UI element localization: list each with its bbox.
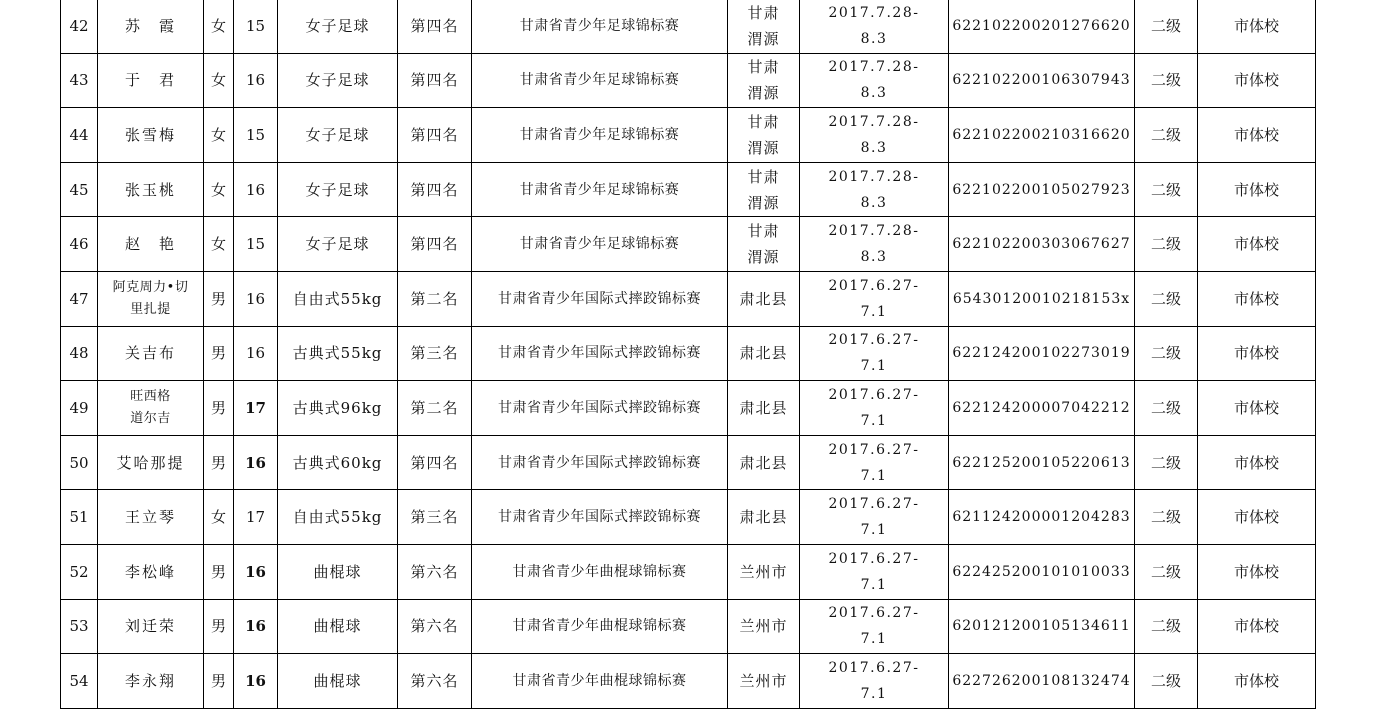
id-number: 622125200105220613 bbox=[949, 435, 1135, 490]
row-number: 49 bbox=[61, 381, 98, 436]
athlete-table bbox=[60, 0, 1316, 709]
athlete-name bbox=[98, 490, 204, 545]
row-number: 50 bbox=[61, 435, 98, 490]
table-row bbox=[61, 53, 1316, 108]
competition-place bbox=[728, 381, 800, 436]
athlete-name bbox=[98, 0, 204, 53]
id-number: 622102200303067627 bbox=[949, 217, 1135, 272]
ranking: 第四名 bbox=[398, 0, 472, 53]
gender: 女 bbox=[204, 108, 234, 163]
athlete-name bbox=[98, 162, 204, 217]
unit: 市体校 bbox=[1198, 0, 1316, 53]
table-row bbox=[61, 217, 1316, 272]
id-number: 622102200210316620 bbox=[949, 108, 1135, 163]
athlete-level: 二级 bbox=[1135, 0, 1198, 53]
athlete-level: 二级 bbox=[1135, 381, 1198, 436]
ranking: 第六名 bbox=[398, 599, 472, 654]
gender: 男 bbox=[204, 654, 234, 709]
athlete-name bbox=[98, 654, 204, 709]
gender: 女 bbox=[204, 490, 234, 545]
unit: 市体校 bbox=[1198, 654, 1316, 709]
athlete-level: 二级 bbox=[1135, 326, 1198, 381]
row-number: 52 bbox=[61, 544, 98, 599]
athlete-name-line: 王立琴 bbox=[124, 508, 176, 527]
competition-date-line: 8.3 bbox=[860, 30, 888, 47]
competition-place-line: 兰州市 bbox=[739, 562, 788, 581]
table-row bbox=[61, 435, 1316, 490]
competition-name: 甘肃省青少年足球锦标赛 bbox=[472, 162, 728, 217]
athlete-level: 二级 bbox=[1135, 53, 1198, 108]
competition-place bbox=[728, 490, 800, 545]
competition-date-line: 7.1 bbox=[860, 631, 888, 648]
gender: 男 bbox=[204, 271, 234, 326]
competition-date-line: 2017.7.28- bbox=[828, 113, 920, 130]
competition-name: 甘肃省青少年足球锦标赛 bbox=[472, 108, 728, 163]
sport-event: 女子足球 bbox=[278, 53, 398, 108]
competition-date-line: 7.1 bbox=[860, 685, 888, 702]
id-number: 622102200105027923 bbox=[949, 162, 1135, 217]
athlete-name bbox=[98, 381, 204, 436]
age: 16 bbox=[234, 544, 278, 599]
athlete-name bbox=[98, 53, 204, 108]
competition-date bbox=[800, 599, 949, 654]
athlete-name-line: 刘迁荣 bbox=[124, 617, 176, 636]
athlete-level: 二级 bbox=[1135, 490, 1198, 545]
unit: 市体校 bbox=[1198, 544, 1316, 599]
competition-date-line: 8.3 bbox=[860, 85, 888, 102]
competition-name: 甘肃省青少年国际式摔跤锦标赛 bbox=[472, 435, 728, 490]
gender: 女 bbox=[204, 53, 234, 108]
gender: 男 bbox=[204, 599, 234, 654]
athlete-name-line: 苏 霞 bbox=[124, 16, 176, 35]
competition-name: 甘肃省青少年曲棍球锦标赛 bbox=[472, 544, 728, 599]
competition-date-line: 2017.6.27- bbox=[828, 659, 920, 676]
athlete-name bbox=[98, 217, 204, 272]
competition-place-line: 兰州市 bbox=[739, 617, 788, 636]
gender: 女 bbox=[204, 162, 234, 217]
competition-name: 甘肃省青少年足球锦标赛 bbox=[472, 217, 728, 272]
unit: 市体校 bbox=[1198, 53, 1316, 108]
athlete-name-line: 于 君 bbox=[124, 71, 176, 90]
competition-date bbox=[800, 435, 949, 490]
row-number: 47 bbox=[61, 271, 98, 326]
competition-place bbox=[728, 435, 800, 490]
age: 15 bbox=[234, 108, 278, 163]
athlete-name-line: 阿克周力•切 bbox=[112, 279, 189, 295]
competition-date-line: 2017.6.27- bbox=[828, 550, 920, 567]
age: 15 bbox=[234, 0, 278, 53]
competition-date-line: 2017.7.28- bbox=[828, 223, 920, 240]
row-number: 48 bbox=[61, 326, 98, 381]
competition-date-line: 2017.6.27- bbox=[828, 441, 920, 458]
id-number: 622102200106307943 bbox=[949, 53, 1135, 108]
row-number: 42 bbox=[61, 0, 98, 53]
gender: 男 bbox=[204, 381, 234, 436]
row-number: 51 bbox=[61, 490, 98, 545]
id-number: 622425200101010033 bbox=[949, 544, 1135, 599]
competition-date-line: 2017.6.27- bbox=[828, 605, 920, 622]
competition-name: 甘肃省青少年国际式摔跤锦标赛 bbox=[472, 381, 728, 436]
ranking: 第六名 bbox=[398, 544, 472, 599]
age: 16 bbox=[234, 326, 278, 381]
competition-place bbox=[728, 326, 800, 381]
competition-name: 甘肃省青少年国际式摔跤锦标赛 bbox=[472, 490, 728, 545]
table-row bbox=[61, 544, 1316, 599]
competition-date-line: 7.1 bbox=[860, 358, 888, 375]
competition-place bbox=[728, 544, 800, 599]
id-number: 65430120010218153x bbox=[949, 271, 1135, 326]
competition-date-line: 2017.6.27- bbox=[828, 386, 920, 403]
athlete-name bbox=[98, 599, 204, 654]
age: 17 bbox=[234, 490, 278, 545]
competition-date-line: 7.1 bbox=[860, 303, 888, 320]
competition-date bbox=[800, 108, 949, 163]
competition-date-line: 7.1 bbox=[860, 576, 888, 593]
ranking: 第三名 bbox=[398, 326, 472, 381]
competition-date bbox=[800, 162, 949, 217]
athlete-name bbox=[98, 326, 204, 381]
athlete-name-line: 旺西格 bbox=[130, 388, 171, 404]
competition-date-line: 8.3 bbox=[860, 194, 888, 211]
competition-date-line: 7.1 bbox=[860, 522, 888, 539]
competition-date-line: 2017.7.28- bbox=[828, 168, 920, 185]
table-row bbox=[61, 654, 1316, 709]
competition-date-line: 2017.6.27- bbox=[828, 332, 920, 349]
sport-event: 古典式96kg bbox=[278, 381, 398, 436]
competition-place-line: 甘肃 bbox=[747, 58, 780, 77]
athlete-level: 二级 bbox=[1135, 217, 1198, 272]
athlete-name-line: 道尔吉 bbox=[130, 410, 171, 426]
competition-place bbox=[728, 271, 800, 326]
athlete-name-line: 李松峰 bbox=[124, 562, 176, 581]
unit: 市体校 bbox=[1198, 271, 1316, 326]
competition-date-line: 7.1 bbox=[860, 412, 888, 429]
competition-place-line: 肃北县 bbox=[739, 453, 788, 472]
row-number: 46 bbox=[61, 217, 98, 272]
competition-date bbox=[800, 544, 949, 599]
competition-date bbox=[800, 53, 949, 108]
unit: 市体校 bbox=[1198, 162, 1316, 217]
unit: 市体校 bbox=[1198, 381, 1316, 436]
athlete-level: 二级 bbox=[1135, 108, 1198, 163]
competition-place-line: 甘肃 bbox=[747, 167, 780, 186]
sport-event: 自由式55kg bbox=[278, 490, 398, 545]
id-number: 622124200007042212 bbox=[949, 381, 1135, 436]
competition-date bbox=[800, 0, 949, 53]
sport-event: 自由式55kg bbox=[278, 271, 398, 326]
athlete-name bbox=[98, 544, 204, 599]
competition-date-line: 8.3 bbox=[860, 139, 888, 156]
id-number: 622124200102273019 bbox=[949, 326, 1135, 381]
table-row bbox=[61, 108, 1316, 163]
table-row bbox=[61, 326, 1316, 381]
sport-event: 女子足球 bbox=[278, 0, 398, 53]
competition-date-line: 7.1 bbox=[860, 467, 888, 484]
competition-date bbox=[800, 326, 949, 381]
competition-name: 甘肃省青少年国际式摔跤锦标赛 bbox=[472, 271, 728, 326]
age: 16 bbox=[234, 599, 278, 654]
competition-date bbox=[800, 381, 949, 436]
age: 16 bbox=[234, 271, 278, 326]
sport-event: 古典式55kg bbox=[278, 326, 398, 381]
gender: 男 bbox=[204, 326, 234, 381]
id-number: 621124200001204283 bbox=[949, 490, 1135, 545]
ranking: 第四名 bbox=[398, 435, 472, 490]
athlete-name-line: 艾哈那提 bbox=[116, 453, 185, 472]
sport-event: 古典式60kg bbox=[278, 435, 398, 490]
ranking: 第四名 bbox=[398, 217, 472, 272]
sport-event: 曲棍球 bbox=[278, 654, 398, 709]
ranking: 第四名 bbox=[398, 108, 472, 163]
competition-date-line: 2017.6.27- bbox=[828, 496, 920, 513]
sport-event: 曲棍球 bbox=[278, 599, 398, 654]
competition-place-line: 甘肃 bbox=[747, 112, 780, 131]
competition-place bbox=[728, 217, 800, 272]
ranking: 第二名 bbox=[398, 271, 472, 326]
age: 15 bbox=[234, 217, 278, 272]
competition-name: 甘肃省青少年曲棍球锦标赛 bbox=[472, 599, 728, 654]
athlete-level: 二级 bbox=[1135, 599, 1198, 654]
competition-place-line: 渭源 bbox=[747, 248, 780, 267]
competition-date-line: 2017.6.27- bbox=[828, 277, 920, 294]
competition-place-line: 甘肃 bbox=[747, 3, 780, 22]
sport-event: 女子足球 bbox=[278, 217, 398, 272]
unit: 市体校 bbox=[1198, 326, 1316, 381]
athlete-name-line: 赵 艳 bbox=[124, 235, 176, 254]
competition-place-line: 肃北县 bbox=[739, 289, 788, 308]
unit: 市体校 bbox=[1198, 435, 1316, 490]
age: 16 bbox=[234, 53, 278, 108]
competition-place bbox=[728, 0, 800, 53]
ranking: 第四名 bbox=[398, 162, 472, 217]
athlete-name-line: 里扎提 bbox=[130, 301, 171, 317]
competition-date bbox=[800, 217, 949, 272]
competition-place-line: 兰州市 bbox=[739, 671, 788, 690]
sport-event: 女子足球 bbox=[278, 108, 398, 163]
competition-place bbox=[728, 108, 800, 163]
competition-place-line: 渭源 bbox=[747, 193, 780, 212]
sport-event: 曲棍球 bbox=[278, 544, 398, 599]
competition-name: 甘肃省青少年曲棍球锦标赛 bbox=[472, 654, 728, 709]
ranking: 第六名 bbox=[398, 654, 472, 709]
age: 16 bbox=[234, 654, 278, 709]
athlete-name-line: 李永翔 bbox=[124, 671, 176, 690]
competition-date bbox=[800, 490, 949, 545]
row-number: 45 bbox=[61, 162, 98, 217]
ranking: 第四名 bbox=[398, 53, 472, 108]
table-body bbox=[61, 0, 1316, 708]
unit: 市体校 bbox=[1198, 108, 1316, 163]
competition-place-line: 甘肃 bbox=[747, 222, 780, 241]
competition-place bbox=[728, 53, 800, 108]
gender: 男 bbox=[204, 544, 234, 599]
unit: 市体校 bbox=[1198, 490, 1316, 545]
athlete-level: 二级 bbox=[1135, 435, 1198, 490]
athlete-level: 二级 bbox=[1135, 162, 1198, 217]
id-number: 622726200108132474 bbox=[949, 654, 1135, 709]
competition-date-line: 8.3 bbox=[860, 249, 888, 266]
competition-name: 甘肃省青少年国际式摔跤锦标赛 bbox=[472, 326, 728, 381]
table-row bbox=[61, 271, 1316, 326]
table-row bbox=[61, 0, 1316, 53]
competition-name: 甘肃省青少年足球锦标赛 bbox=[472, 0, 728, 53]
competition-place bbox=[728, 599, 800, 654]
row-number: 44 bbox=[61, 108, 98, 163]
competition-place bbox=[728, 654, 800, 709]
athlete-level: 二级 bbox=[1135, 544, 1198, 599]
unit: 市体校 bbox=[1198, 217, 1316, 272]
age: 16 bbox=[234, 435, 278, 490]
athlete-table-page bbox=[60, 0, 1315, 709]
unit: 市体校 bbox=[1198, 599, 1316, 654]
competition-place-line: 肃北县 bbox=[739, 398, 788, 417]
competition-name: 甘肃省青少年足球锦标赛 bbox=[472, 53, 728, 108]
age: 17 bbox=[234, 381, 278, 436]
competition-date bbox=[800, 654, 949, 709]
competition-date-line: 2017.7.28- bbox=[828, 59, 920, 76]
competition-place-line: 渭源 bbox=[747, 84, 780, 103]
id-number: 620121200105134611 bbox=[949, 599, 1135, 654]
table-row bbox=[61, 599, 1316, 654]
row-number: 54 bbox=[61, 654, 98, 709]
gender: 女 bbox=[204, 0, 234, 53]
athlete-name bbox=[98, 271, 204, 326]
age: 16 bbox=[234, 162, 278, 217]
athlete-name bbox=[98, 435, 204, 490]
table-row bbox=[61, 162, 1316, 217]
competition-place bbox=[728, 162, 800, 217]
athlete-name bbox=[98, 108, 204, 163]
competition-place-line: 肃北县 bbox=[739, 508, 788, 527]
gender: 男 bbox=[204, 435, 234, 490]
athlete-level: 二级 bbox=[1135, 654, 1198, 709]
athlete-level: 二级 bbox=[1135, 271, 1198, 326]
athlete-name-line: 张玉桃 bbox=[124, 180, 176, 199]
competition-place-line: 渭源 bbox=[747, 29, 780, 48]
id-number: 622102200201276620 bbox=[949, 0, 1135, 53]
athlete-name-line: 关吉布 bbox=[124, 344, 176, 363]
table-row bbox=[61, 381, 1316, 436]
gender: 女 bbox=[204, 217, 234, 272]
sport-event: 女子足球 bbox=[278, 162, 398, 217]
table-row bbox=[61, 490, 1316, 545]
competition-date-line: 2017.7.28- bbox=[828, 4, 920, 21]
competition-place-line: 渭源 bbox=[747, 138, 780, 157]
competition-date bbox=[800, 271, 949, 326]
row-number: 43 bbox=[61, 53, 98, 108]
ranking: 第三名 bbox=[398, 490, 472, 545]
ranking: 第二名 bbox=[398, 381, 472, 436]
athlete-name-line: 张雪梅 bbox=[124, 125, 176, 144]
row-number: 53 bbox=[61, 599, 98, 654]
competition-place-line: 肃北县 bbox=[739, 344, 788, 363]
